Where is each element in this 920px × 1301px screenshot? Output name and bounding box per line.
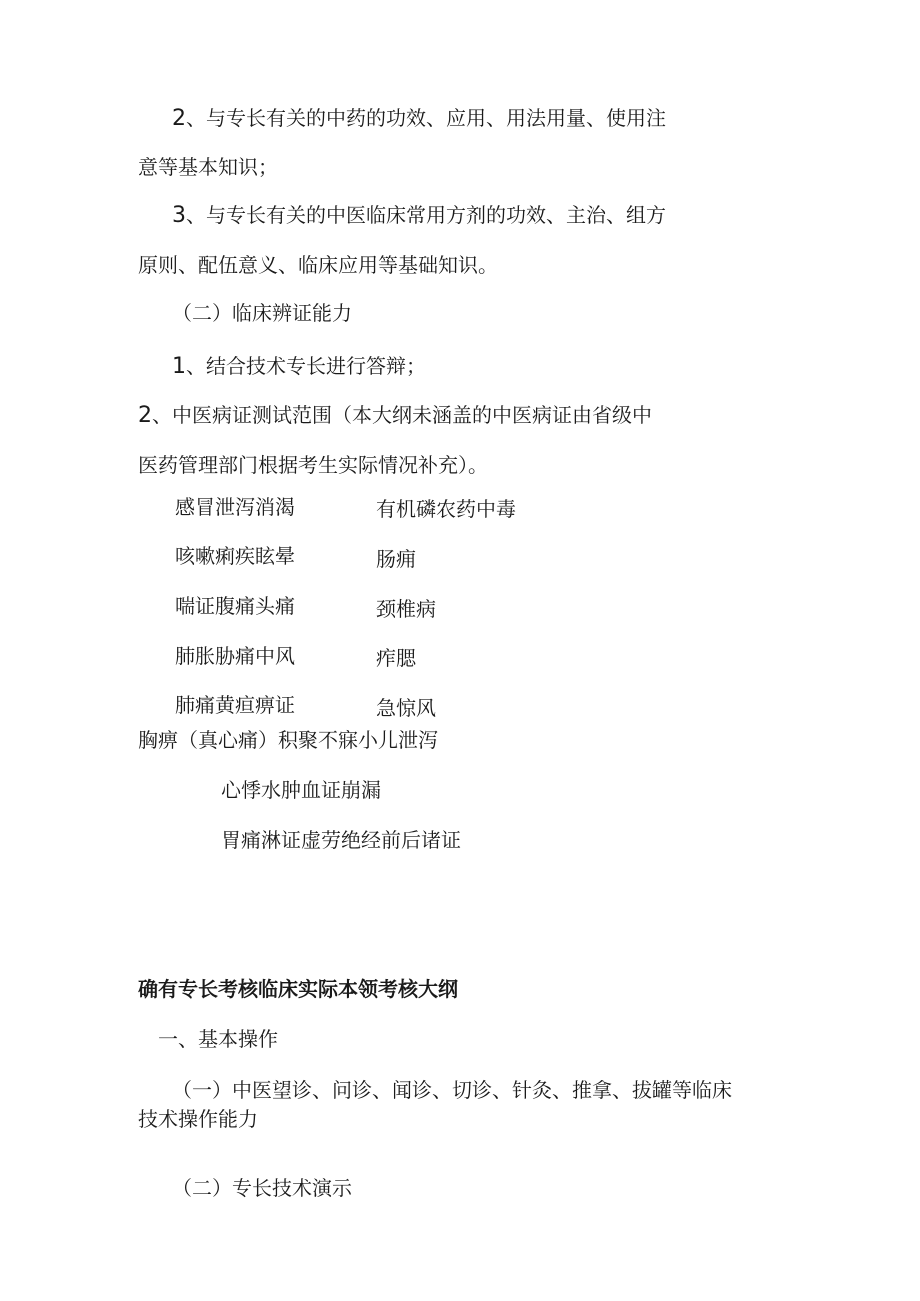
- outline-sub-1-line-1: （一）中医望诊、问诊、闻诊、切诊、针灸、推拿、拔罐等临床: [172, 1078, 732, 1102]
- disease-left-4: 肺胀胁痛中风: [175, 644, 295, 668]
- item-2-text: 、与专长有关的中药的功效、应用、用法用量、使用注: [186, 106, 666, 130]
- disease-left-5: 肺痛黄疸痹证: [175, 693, 295, 717]
- disease-right-3: 颈椎病: [376, 597, 436, 621]
- disease-right-4: 痄腮: [376, 646, 416, 670]
- sub-1-number: 1: [172, 354, 186, 379]
- section-2-sub-2-line-2: 医药管理部门根据考生实际情况补充）。: [138, 453, 488, 477]
- item-3-line-2: 原则、配伍意义、临床应用等基础知识。: [138, 253, 498, 277]
- sub-2-text: 、中医病证测试范围（本大纲未涵盖的中医病证由省级中: [152, 403, 652, 427]
- disease-right-1: 有机磷农药中毒: [376, 497, 516, 521]
- outline-sub-1-line-2: 技术操作能力: [138, 1107, 258, 1131]
- item-3-line-1: [172, 202, 666, 229]
- disease-left-1: 感冒泄泻消渴: [175, 495, 295, 519]
- outline-sub-2: （二）专长技术演示: [172, 1176, 352, 1200]
- disease-right-2: 肠痈: [376, 547, 416, 571]
- outline-title: 确有专长考核临床实际本领考核大纲: [138, 977, 458, 1001]
- disease-right-5: 急惊风: [376, 696, 436, 720]
- disease-line-wide: 胸痹（真心痛）积聚不寐小儿泄泻: [138, 728, 438, 752]
- disease-left-2: 咳嗽痢疾眩晕: [175, 544, 295, 568]
- sub-2-number: 2: [138, 403, 152, 428]
- item-2-line-2: 意等基本知识；: [138, 155, 278, 179]
- item-2-line-1: [172, 105, 666, 132]
- disease-left-3: 喘证腹痛头痛: [175, 594, 295, 618]
- section-2-sub-2-line-1: [138, 402, 652, 429]
- disease-line-indent-1: 心悸水肿血证崩漏: [221, 778, 381, 802]
- item-3-number: 3: [172, 203, 186, 228]
- item-3-text: 、与专长有关的中医临床常用方剂的功效、主治、组方: [186, 203, 666, 227]
- disease-line-indent-2: 胃痛淋证虚劳绝经前后诸证: [221, 828, 461, 852]
- sub-1-text: 、结合技术专长进行答辩；: [186, 354, 426, 378]
- section-2-heading: （二）临床辨证能力: [172, 301, 352, 325]
- item-2-number: 2: [172, 106, 186, 131]
- section-2-sub-1: [172, 353, 426, 380]
- outline-part-1: 一、基本操作: [158, 1027, 278, 1051]
